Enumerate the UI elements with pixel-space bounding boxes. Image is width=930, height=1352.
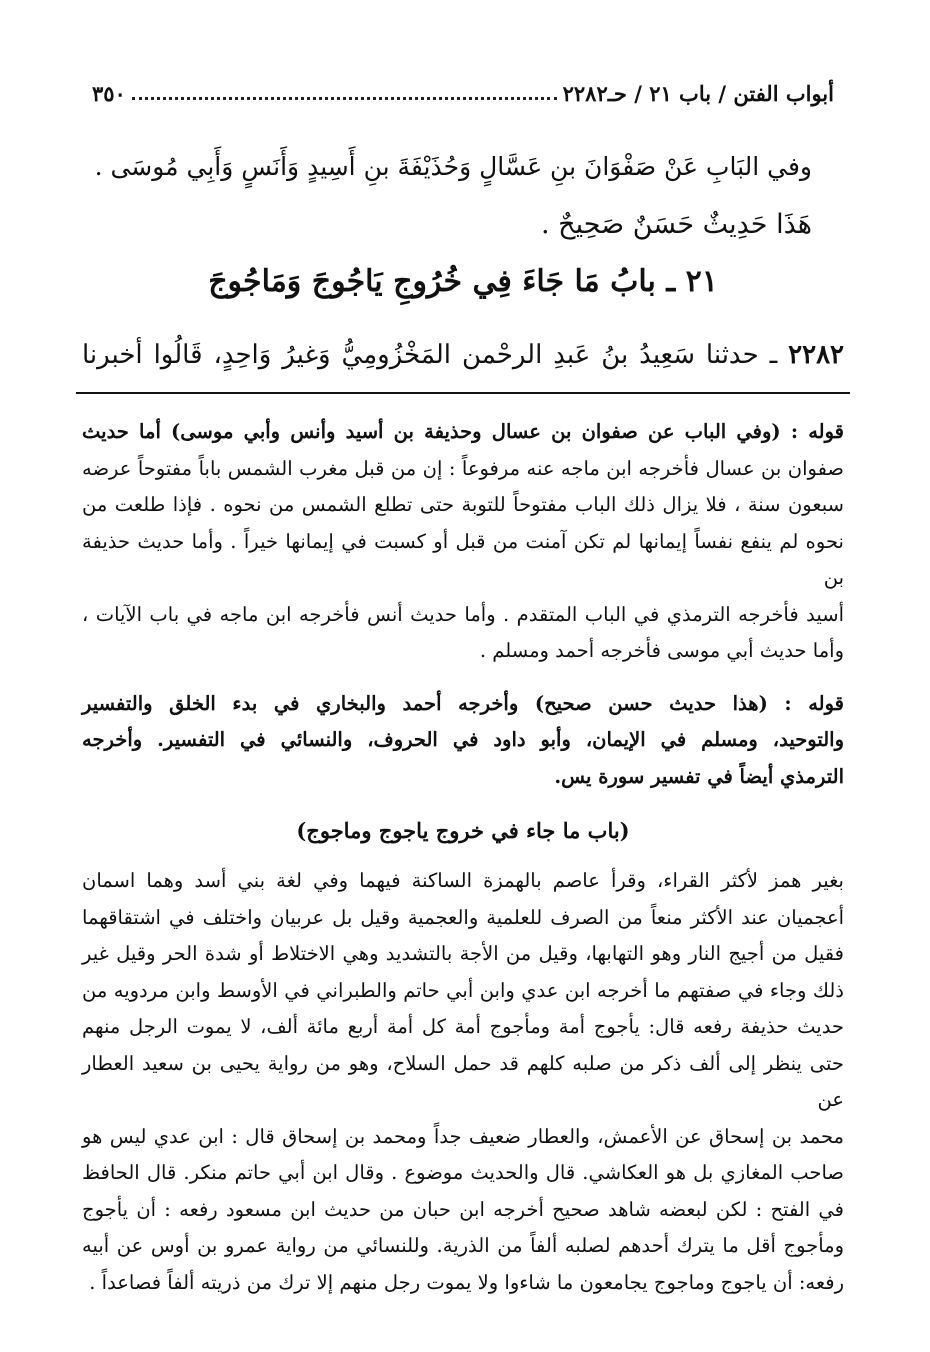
commentary-line: صفوان بن عسال فأخرجه ابن ماجه عنه مرفوعاً : إن من قبل مغرب الشمس باباً مفتوحاً عرضه: [82, 456, 844, 480]
matn-line-2: هَذَا حَدِيثٌ حَسَنٌ صَحِيحٌ .: [541, 209, 812, 240]
commentary-line: محمد بن إسحاق عن الأعمش، والعطار ضعيف جداً ومحمد بن إسحاق قال : ابن عدي ليس هو: [82, 1124, 844, 1148]
commentary-line: في الفتح : لكن لبعضه شاهد صحيح أخرجه ابن حبان من حديث ابن مسعود رفعه : أن يأجوج: [82, 1197, 844, 1221]
commentary-para-1: [82, 414, 844, 670]
commentary: [82, 414, 844, 1301]
commentary-para-2: [82, 686, 844, 796]
hadith-text: ـ حدثنا سَعِيدُ بنُ عَبدِ الرحْمن المَخْزُومِيُّ وَغيرُ وَاحِدٍ، قَالُوا أخبرنا: [82, 340, 778, 370]
commentary-line: والتوحيد، ومسلم في الإيمان، وأبو داود في الحروف، والنسائي في التفسير. وأخرجه: [82, 728, 844, 751]
commentary-line: بغير همز لأكثر القراء، وقرأ عاصم بالهمزة الساكنة فيهما وفي لغة بني أسد وهما اسمان: [82, 869, 844, 892]
hadith-number: ٢٢٨٢: [788, 340, 844, 370]
main-text: [82, 138, 844, 254]
commentary-line: فقيل من أجيج النار وهو التهابها، وقيل من الأجة بالتشديد وهي الاختلاط أو شدة الحر وقيل غير: [82, 942, 844, 965]
dot-leader: [132, 97, 557, 100]
commentary-para-3: [82, 863, 844, 1301]
commentary-line: أسيد فأخرجه الترمذي في الباب المتقدم . وأما حديث أنس فأخرجه ابن ماجه في باب الآيات ،: [82, 602, 844, 626]
commentary-line: سبعون سنة ، فلا يزال ذلك الباب مفتوحاً للتوبة حتى تطلع الشمس من نحوه . فإذا طلعت من: [82, 493, 844, 516]
commentary-line: أعجميان عند الأكثر منعاً من الصرف للعلمية والعجمية وقيل بل عربيان واختلف في اشتقاقهما: [82, 905, 844, 929]
running-head: [82, 78, 844, 108]
commentary-line: حتى ينظر إلى ألف ذكر من صلبه كلهم قد حمل السلاح، وهو من رواية يحيى بن سعيد العطار عن: [82, 1051, 844, 1111]
chapter-reference: أبواب الفتن / باب ٢١ / حـ٢٢٨٢: [562, 80, 834, 106]
book-page: [82, 0, 844, 1352]
commentary-line: الترمذي أيضاً في تفسير سورة يس.: [554, 764, 844, 788]
commentary-line: نحوه لم ينفع نفساً إيمانها لم تكن آمنت من قبل أو كسبت في إيمانها خيراً . وأما حديث حذيفة بن: [82, 529, 844, 589]
hadith-opening: [82, 330, 844, 380]
matn-line-1: وفي البَابِ عَنْ صَفْوَانَ بنِ عَسَّالٍ وَحُذَيْفَةَ بنِ أَسِيدٍ وَأَنَسٍ وَأَبِي مُوسَى .: [94, 152, 812, 181]
bab-heading: ٢١ ـ بابُ مَا جَاءَ فِي خُرُوجِ يَاجُوجَ وَمَاجُوجَ: [208, 264, 718, 299]
commentary-line: وأما حديث أبي موسى فأخرجه أحمد ومسلم .: [479, 639, 844, 662]
commentary-line: ومأجوج أقل ما يترك أحدهم لصلبه ألفاً من الذرية. وللنسائي من رواية عمرو بن أوس عن أبيه: [82, 1234, 844, 1257]
footnote-separator: [76, 392, 850, 394]
commentary-subheading: (باب ما جاء في خروج ياجوج وماجوج): [296, 818, 630, 843]
page-number: ٣٥٠: [92, 80, 126, 106]
commentary-line: صاحب المغازي بل هو العكاشي. قال والحديث موضوع . وقال ابن أبي حاتم منكر. قال الحافظ: [82, 1161, 844, 1184]
commentary-line: قوله : (وفي الباب عن صفوان بن عسال وحذيفة بن أسيد وأنس وأبي موسى) أما حديث: [82, 420, 844, 443]
commentary-line: قوله : (هذا حديث حسن صحيح) وأخرجه أحمد والبخاري في بدء الخلق والتفسير: [82, 691, 844, 715]
commentary-line: حديث حذيفة رفعه قال: يأجوج أمة ومأجوج أمة كل أمة أربع مائة ألف، لا يموت الرجل منهم: [82, 1015, 844, 1038]
commentary-line: ذلك وجاء في صفتهم ما أخرجه ابن عدي وابن أبي حاتم والطبراني في الأوسط وابن مردويه من: [82, 978, 844, 1002]
commentary-line: رفعه: أن ياجوج وماجوج يجامعون ما شاءوا ولا يموت رجل منهم إلا ترك من ذريته ألفاً فصاعداً .: [89, 1270, 844, 1294]
